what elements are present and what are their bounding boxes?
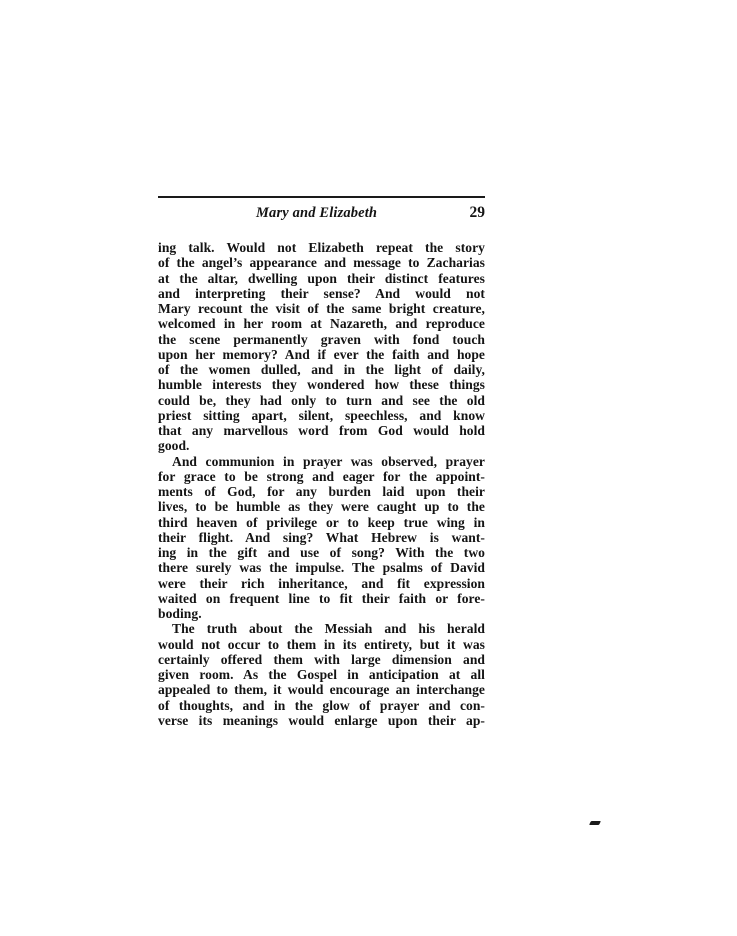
- running-head: [158, 204, 485, 224]
- text-line: their flight. And sing? What Hebrew is want-: [158, 529, 485, 545]
- text-line: Mary recount the visit of the same bright creature,: [158, 301, 485, 316]
- text-line: certainly offered them with large dimension and: [158, 651, 485, 667]
- header-rule: [158, 196, 485, 198]
- body-text: [158, 240, 485, 728]
- text-line: would not occur to them in its entirety, but it was: [158, 636, 485, 652]
- edge-mark: [589, 821, 601, 825]
- text-line: of the women dulled, and in the light of daily,: [158, 362, 485, 377]
- text-line: that any marvellous word from God would hold: [158, 423, 485, 438]
- text-line: at the altar, dwelling upon their distinct features: [158, 270, 485, 286]
- page-number: 29: [469, 204, 485, 221]
- text-line: welcomed in her room at Nazareth, and reproduce: [158, 316, 485, 332]
- text-line: there surely was the impulse. The psalms of David: [158, 560, 485, 576]
- text-line: of thoughts, and in the glow of prayer and con-: [158, 697, 485, 713]
- text-line: And communion in prayer was observed, prayer: [172, 453, 485, 469]
- text-line: the scene permanently graven with fond touch: [158, 331, 485, 347]
- text-line: The truth about the Messiah and his herald: [172, 621, 485, 637]
- text-line: waited on frequent line to fit their faith or fore-: [158, 590, 485, 606]
- text-line: given room. As the Gospel in anticipation at all: [158, 667, 485, 682]
- text-line: of the angel’s appearance and message to Zacharias: [158, 255, 485, 271]
- text-line: humble interests they wondered how these things: [158, 377, 485, 393]
- text-line: boding.: [158, 606, 202, 621]
- text-line: verse its meanings would enlarge upon their ap-: [158, 712, 485, 728]
- text-line: were their rich inheritance, and fit expression: [158, 575, 485, 591]
- text-line: priest sitting apart, silent, speechless, and know: [158, 407, 485, 423]
- text-line: ing talk. Would not Elizabeth repeat the story: [158, 240, 485, 255]
- text-line: upon her memory? And if ever the faith and hope: [158, 346, 485, 362]
- text-line: and interpreting their sense? And would not: [158, 285, 485, 301]
- text-line: third heaven of privilege or to keep true wing in: [158, 514, 485, 530]
- text-line: lives, to be humble as they were caught up to the: [158, 499, 485, 515]
- text-line: good.: [158, 438, 190, 454]
- text-line: could be, they had only to turn and see the old: [158, 392, 485, 408]
- text-line: ing in the gift and use of song? With the two: [158, 545, 485, 560]
- text-line: for grace to be strong and eager for the appoint-: [158, 468, 485, 484]
- text-line: appealed to them, it would encourage an interchange: [158, 682, 485, 698]
- text-line: ments of God, for any burden laid upon their: [158, 484, 485, 499]
- running-title: Mary and Elizabeth: [256, 205, 378, 221]
